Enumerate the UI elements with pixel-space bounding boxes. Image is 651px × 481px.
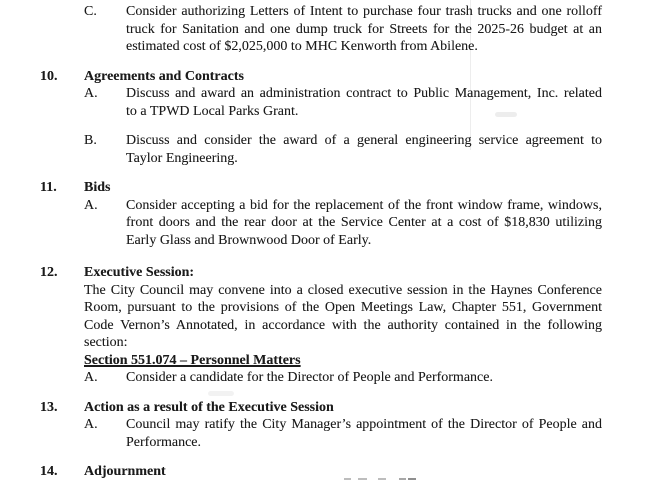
sub-item-text — [126, 369, 602, 387]
sub-item-letter: B. — [84, 133, 97, 148]
agenda-item-11a — [0, 197, 651, 250]
section-heading-row — [0, 264, 651, 282]
item-number: 13. — [40, 399, 58, 415]
paragraph-line: Consider accepting a bid for the replacement of the front window frame, windows, — [126, 197, 602, 213]
scan-artifact-vertical-line — [470, 0, 471, 150]
section-heading-row — [0, 68, 651, 86]
section-heading-row — [0, 179, 651, 197]
paragraph-line: to a TPWD Local Parks Grant. — [126, 103, 299, 119]
paragraph-line: Council may ratify the City Manager’s appointment of the Director of People and — [126, 417, 602, 432]
paragraph-line: Performance. — [126, 434, 202, 450]
paragraph-line: Taylor Engineering. — [126, 150, 238, 166]
section-heading-row — [0, 399, 651, 417]
paragraph-line: estimated cost of $2,025,000 to MHC Kenworth from Abilene. — [126, 39, 478, 54]
sub-item-letter: A. — [84, 417, 98, 432]
paragraph-line: The City Council may convene into a closed executive session in the Haynes Conference — [84, 282, 602, 298]
sub-item-letter: A. — [84, 197, 98, 213]
item-number: 10. — [40, 68, 58, 84]
section-title: Executive Session: — [84, 265, 195, 280]
scan-artifact-smudge — [495, 112, 517, 117]
agenda-item-10a — [0, 85, 651, 120]
section-title: Adjournment — [84, 464, 166, 479]
agenda-item-c — [0, 3, 651, 56]
paragraph-line: Consider a candidate for the Director of People and Performance. — [126, 370, 493, 385]
scan-artifact-smudge — [208, 391, 234, 396]
agenda-section-10 — [0, 68, 651, 168]
agenda-section-12 — [0, 264, 651, 387]
paragraph-line: Discuss and award an administration contract to Public Management, Inc. related — [126, 86, 602, 101]
paragraph-line: Consider authorizing Letters of Intent to purchase four trash trucks and one rolloff — [126, 4, 602, 19]
sub-item-text — [126, 197, 602, 250]
paragraph-line: Early Glass and Brownwood Door of Early. — [126, 232, 372, 248]
agenda-item-13a — [0, 416, 651, 451]
sub-item-text — [126, 416, 602, 451]
section-title: Agreements and Contracts — [84, 68, 244, 84]
sub-item-text — [126, 132, 602, 167]
agenda-item-12a — [0, 369, 651, 387]
agenda-item-10b — [0, 132, 651, 167]
item-number: 12. — [40, 265, 58, 280]
section-title: Action as a result of the Executive Session — [84, 399, 334, 415]
section-body — [84, 282, 602, 352]
item-number: 14. — [40, 464, 58, 479]
sub-item-letter: C. — [84, 4, 97, 19]
sub-item-text — [126, 85, 602, 120]
sub-item-letter: A. — [84, 86, 98, 101]
agenda-section-13 — [0, 399, 651, 452]
sub-item-letter: A. — [84, 370, 98, 385]
section-title: Bids — [84, 180, 111, 195]
section-subheading: Section 551.074 – Personnel Matters — [84, 352, 301, 368]
paragraph-line: Room, pursuant to the provisions of the Open Meetings Law, Chapter 551, Government — [84, 300, 602, 315]
paragraph-line: Code Vernon’s Annotated, in accordance with the authority contained in the following — [84, 317, 602, 333]
sub-item-text — [126, 3, 602, 56]
paragraph-line: front doors and the rear door at the Service Center at a cost of $18,830 utilizing — [126, 215, 602, 230]
paragraph-line: truck for Sanitation and one dump truck for Streets for the 2025-26 budget at an — [126, 21, 602, 37]
agenda-section-11 — [0, 179, 651, 249]
item-number: 11. — [40, 180, 57, 195]
paragraph-line: Discuss and consider the award of a general engineering service agreement to — [126, 133, 602, 148]
paragraph-line: section: — [84, 335, 128, 350]
